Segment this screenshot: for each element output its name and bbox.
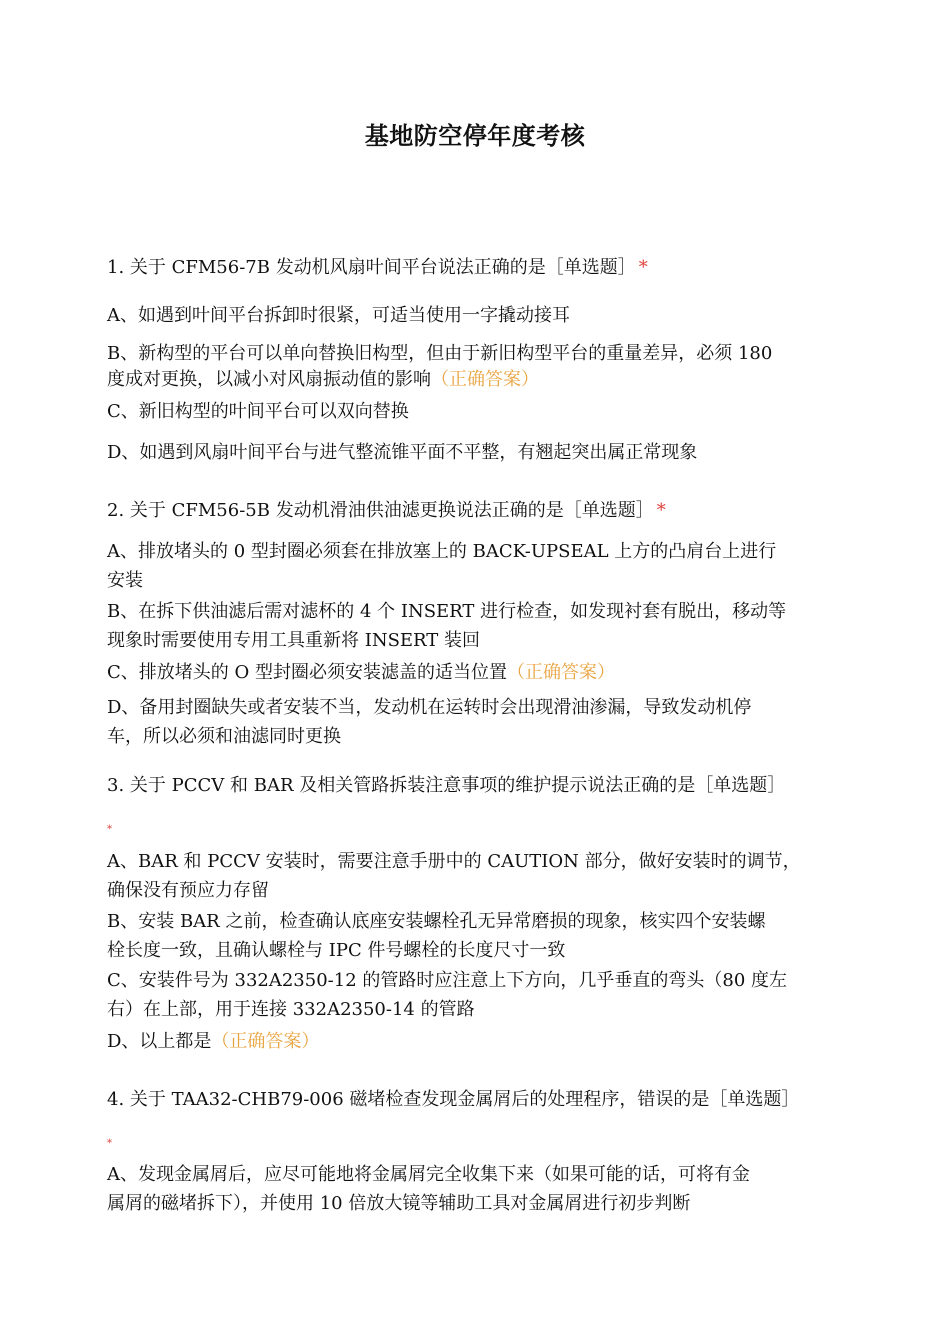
option-text: D、以上都是	[107, 1031, 212, 1052]
question-1-stem	[107, 253, 852, 283]
required-mark: *	[656, 500, 666, 521]
question-4-stem: 4. 关于 TAA32-CHB79-006 磁堵检查发现金属屑后的处理程序，错误的是［单选题］	[107, 1089, 800, 1110]
question-1-text: 1. 关于 CFM56-7B 发动机风扇叶间平台说法正确的是［单选题］	[107, 257, 636, 278]
question-3-option-c-line-1: C、安装件号为 332A2350-12 的管路时应注意上下方向，几乎垂直的弯头（80 度左	[107, 970, 787, 991]
question-3-option-a-line-1: A、BAR 和 PCCV 安装时，需要注意手册中的 CAUTION 部分，做好安装时的调节，	[107, 851, 801, 872]
question-4-required-mark	[107, 1126, 852, 1159]
question-2-option-d-line-1: D、备用封圈缺失或者安装不当，发动机在运转时会出现滑油渗漏，导致发动机停	[107, 697, 752, 718]
correct-answer-tag: （正确答案）	[211, 1031, 320, 1052]
question-1-option-b-line-1: B、新构型的平台可以单向替换旧构型，但由于新旧构型平台的重量差异，必须 180	[107, 343, 773, 364]
option-text: C、排放堵头的 O 型封圈必须安装滤盖的适当位置	[107, 662, 507, 683]
question-3-option-a-line-2: 确保没有预应力存留	[107, 880, 269, 901]
question-2-text: 2. 关于 CFM56-5B 发动机滑油供油滤更换说法正确的是［单选题］	[107, 500, 654, 521]
question-3-required-mark	[107, 812, 852, 845]
question-2-option-b-line-2: 现象时需要使用专用工具重新将 INSERT 装回	[107, 630, 481, 651]
question-4-option-a-line-2: 属屑的磁堵拆下），并使用 10 倍放大镜等辅助工具对金属屑进行初步判断	[107, 1193, 691, 1214]
question-1-option-c: C、新旧构型的叶间平台可以双向替换	[107, 401, 409, 422]
page-title: 基地防空停年度考核	[364, 122, 586, 150]
question-1-option-b-line-2	[107, 365, 852, 395]
question-3-option-b-line-1: B、安装 BAR 之前，检查确认底座安装螺栓孔无异常磨损的现象，核实四个安装螺	[107, 911, 766, 932]
question-2-option-c	[107, 658, 852, 688]
question-3-option-c-line-2: 右）在上部，用于连接 332A2350-14 的管路	[107, 999, 475, 1020]
question-2-option-a-line-2: 安装	[107, 570, 143, 591]
question-1-option-d: D、如遇到风扇叶间平台与进气整流锥平面不平整，有翘起突出属正常现象	[107, 442, 698, 463]
required-mark: *	[638, 257, 648, 278]
option-text: 度成对更换，以减小对风扇振动值的影响	[107, 369, 431, 390]
question-3-option-d	[107, 1027, 852, 1057]
question-2-option-d-line-2: 车，所以必须和油滤同时更换	[107, 726, 341, 747]
question-2-option-b-line-1: B、在拆下供油滤后需对滤杯的 4 个 INSERT 进行检查，如发现衬套有脱出，移动等	[107, 601, 787, 622]
question-1-option-a: A、如遇到叶间平台拆卸时很紧，可适当使用一字撬动接耳	[107, 305, 570, 326]
question-3-stem: 3. 关于 PCCV 和 BAR 及相关管路拆装注意事项的维护提示说法正确的是［单选题］	[107, 775, 786, 796]
question-2-option-a-line-1: A、排放堵头的 0 型封圈必须套在排放塞上的 BACK-UPSEAL 上方的凸肩台上进行	[107, 541, 777, 562]
question-4-option-a-line-1: A、发现金属屑后，应尽可能地将金属屑完全收集下来（如果可能的话，可将有金	[107, 1164, 750, 1185]
question-2-stem	[107, 496, 852, 526]
correct-answer-tag: （正确答案）	[506, 662, 615, 683]
required-mark: *	[107, 824, 112, 835]
question-3-option-b-line-2: 栓长度一致，且确认螺栓与 IPC 件号螺栓的长度尺寸一致	[107, 940, 566, 961]
required-mark: *	[107, 1138, 112, 1149]
correct-answer-tag: （正确答案）	[431, 369, 539, 390]
